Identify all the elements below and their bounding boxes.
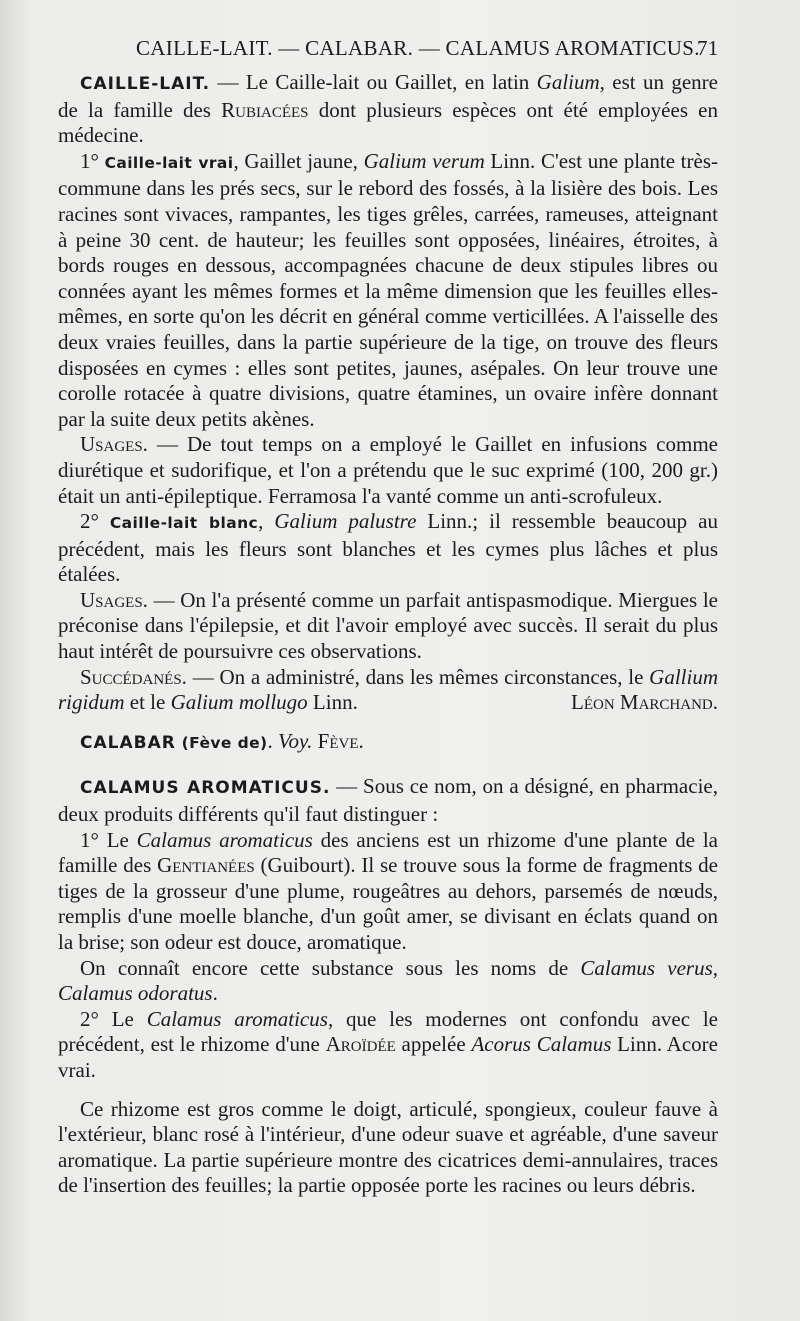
succedanes-label: Succédanés. xyxy=(80,664,187,689)
calamus-paragraph-4: Ce rhizome est gros comme le doigt, articulé, spongieux, couleur fauve à l'extérieur, blanc rosé à l'intérieur, d'une odeur suave et agréable, d'une saveur aromatique. La partie supérieure montre des cicatrices demi-annulaires, traces de l'insertion des feuilles; la partie opposée porte les racines ou leurs débris. xyxy=(58,1096,718,1198)
calamus-paragraph-1: 1° Le Calamus aromaticus des anciens est un rhizome d'une plante de la famille des Gentianées (Guibourt). Il se trouve sous la forme de fragments de tiges de la grosseur d'une plume, rougeâtres au dehors, parsemés de nœuds, remplis d'une moelle blanche, d'un goût amer, se divisant en éclats quand on la brise; son odeur est douce, aromatique. xyxy=(58,827,718,954)
usages-paragraph-2: Usages. — On l'a présenté comme un parfait antispasmodique. Miergues le préconise dans l'épilepsie, et dit l'avoir employé avec succès. Il serait du plus haut intérêt de poursuivre ces observations. xyxy=(58,587,718,664)
succedanes-paragraph: Succédanés. — On a administré, dans les mêmes circonstances, le Gallium rigidum et le Galium mollugo Linn. Léon Marchand. xyxy=(58,664,718,715)
caille-lait-blanc-paragraph: 2° Caille-lait blanc, Galium palustre Linn.; il ressemble beaucoup au précédent, mais les fleurs sont blanches et les cymes plus lâches et plus étalées. xyxy=(58,509,718,587)
running-title: CAILLE-LAIT. — CALABAR. — CALAMUS AROMATICUS. xyxy=(136,36,700,60)
author-signature: Léon Marchand. xyxy=(571,690,718,715)
usages-label: Usages. xyxy=(80,432,148,457)
page-number: 71 xyxy=(697,36,719,60)
entry-caille-lait-intro: CAILLE-LAIT. — Le Caille-lait ou Gaillet, en latin Galium, est un genre de la famille des Rubiacées dont plusieurs espèces ont été employées en médecine. xyxy=(58,70,718,148)
subheading-caille-lait-vrai: Caille-lait vrai xyxy=(104,153,234,172)
usages-paragraph-1: Usages. — De tout temps on a employé le Gaillet en infusions comme diurétique et sudorifique, et l'on a prétendu que le suc exprimé (100, 200 gr.) était un anti-épileptique. Ferramosa l'a vanté comme un anti-scrofuleux. xyxy=(58,432,718,508)
page-body xyxy=(58,70,718,1199)
headword-calamus-aromaticus: CALAMUS AROMATICUS. xyxy=(80,778,331,799)
entry-calamus-intro: CALAMUS AROMATICUS. — Sous ce nom, on a désigné, en pharmacie, deux produits différents qu'il faut distinguer : xyxy=(58,774,718,827)
page-header xyxy=(0,36,800,66)
headword-calabar: CALABAR xyxy=(80,732,176,753)
entry-calabar: CALABAR (Fève de). Voy. Fève. xyxy=(80,728,364,753)
usages-label: Usages. xyxy=(80,587,148,612)
subheading-caille-lait-blanc: Caille-lait blanc xyxy=(109,514,259,533)
headword-caille-lait: CAILLE-LAIT. xyxy=(80,74,211,94)
calamus-paragraph-3: 2° Le Calamus aromaticus, que les modernes ont confondu avec le précédent, est le rhizome d'une Aroïdée appelée Acorus Calamus Linn. Acore vrai. xyxy=(58,1006,719,1082)
calamus-paragraph-2: On connaît encore cette substance sous les noms de Calamus verus, Calamus odoratus. xyxy=(58,955,718,1006)
caille-lait-vrai-paragraph: 1° Caille-lait vrai, Gaillet jaune, Galium verum Linn. C'est une plante très-commune dans les prés secs, sur le rebord des fossés, à la lisière des bois. Les racines sont vivaces, rampantes, les tiges grêles, carrées, rameuses, atteignant à peine 30 cent. de hauteur; les feuilles sont opposées, linéaires, étroites, à bords rouges en dessous, accompagnées chacune de deux stipules libres ou connées ayant les mêmes formes et la même dimension que les feuilles elles-mêmes, en sorte qu'on les décrit en général comme verticillées. A l'aisselle des deux vraies feuilles, dans la partie supérieure de la tige, on trouve des fleurs disposées en cymes : elles sont petites, jaunes, asépales. On leur trouve une corolle rotacée à quatre divisions, quatre étamines, un ovaire infère donnant par la suite deux petits akènes. xyxy=(58,148,718,431)
